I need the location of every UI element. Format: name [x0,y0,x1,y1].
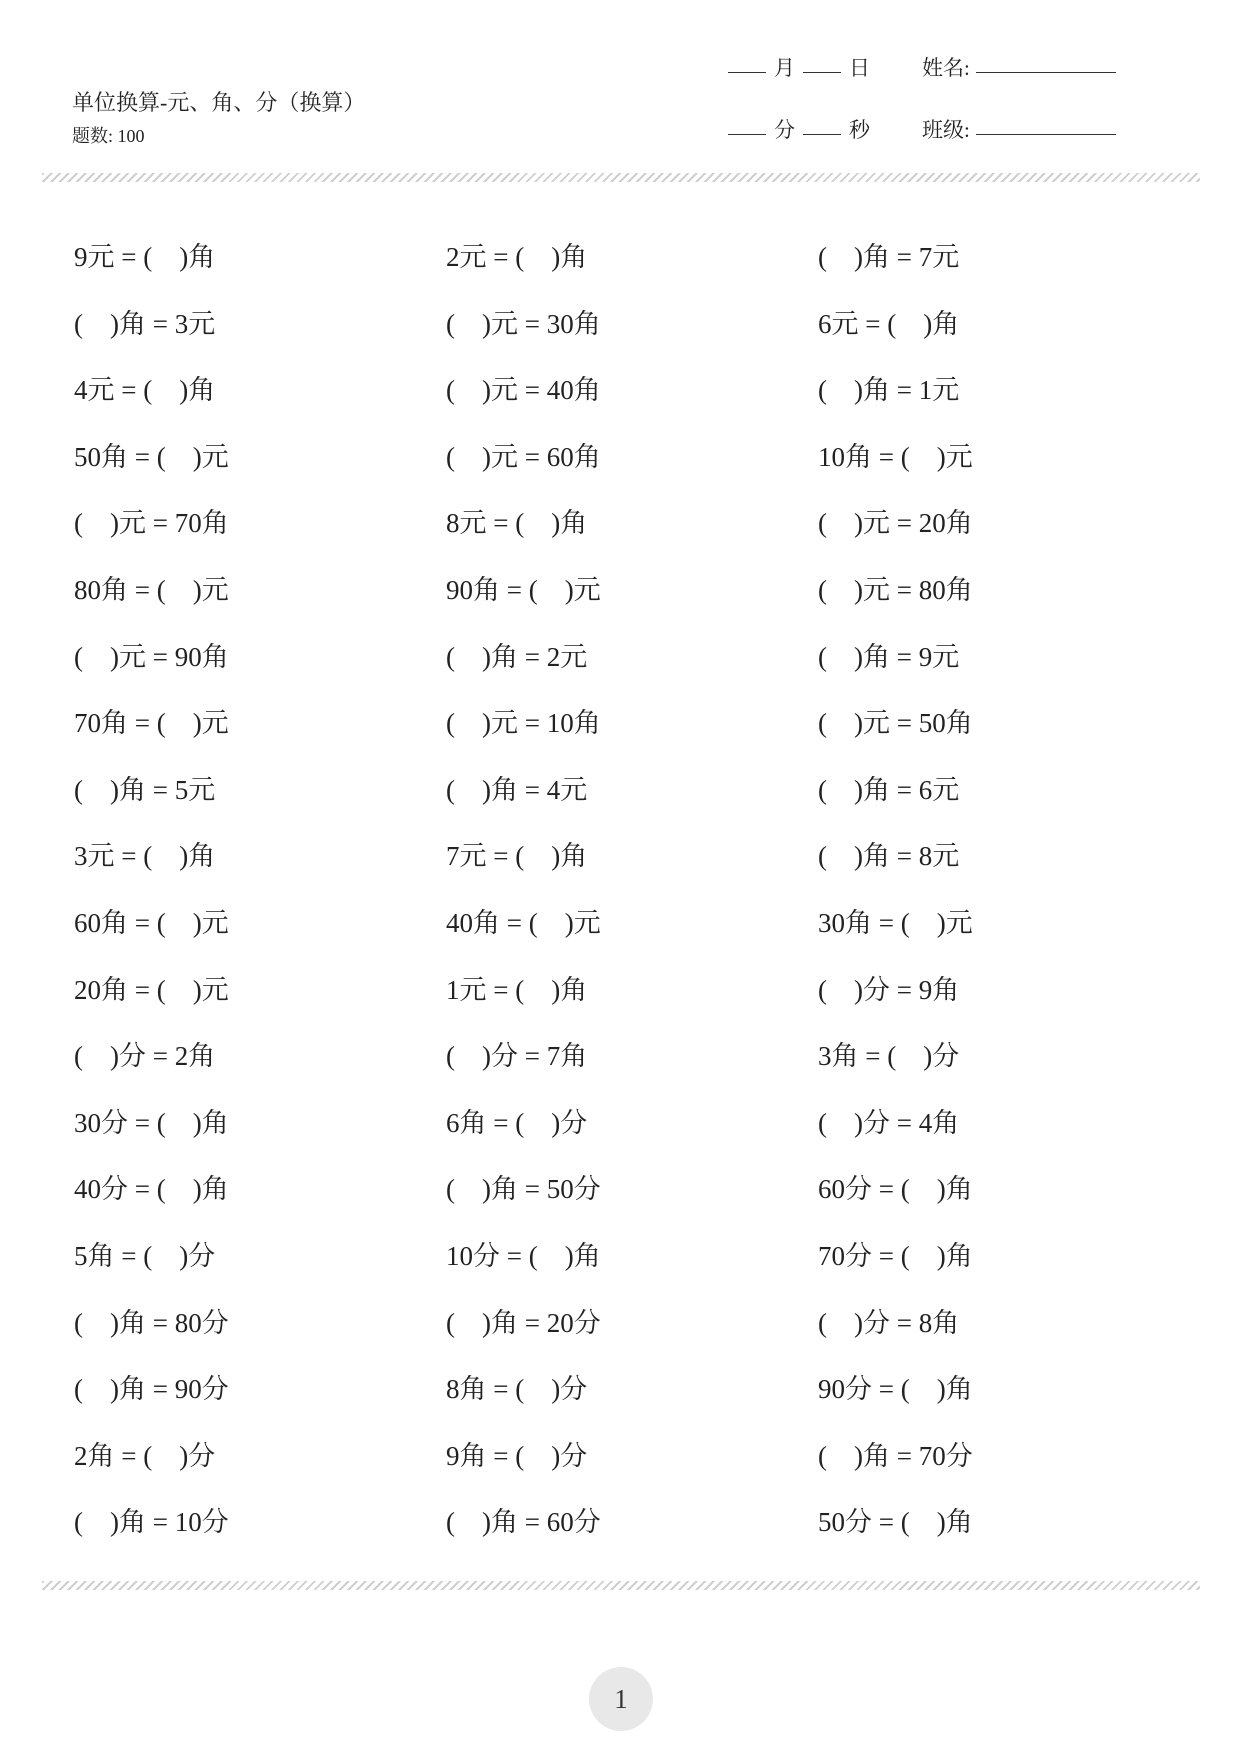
problem-item: ( )角 = 60分 [446,1507,601,1538]
problem-item: ( )元 = 30角 [446,308,601,339]
problem-row [74,570,1194,637]
problem-row [74,1103,1194,1170]
class-label: 班级: [922,118,970,142]
problem-item: ( )元 = 70角 [74,508,229,539]
problem-item: 5角 = ( )分 [74,1240,216,1271]
problem-row [74,836,1194,903]
problem-grid [74,237,1194,1569]
problem-item: ( )角 = 3元 [74,308,216,339]
problem-item: ( )角 = 4元 [446,774,588,805]
problem-item: 40分 = ( )角 [74,1174,229,1205]
problem-item: ( )角 = 8元 [818,841,960,872]
problem-item: 50分 = ( )角 [818,1507,973,1538]
problem-item: ( )分 = 4角 [818,1107,960,1138]
problem-item: 30角 = ( )元 [818,907,973,938]
problem-item: 3角 = ( )分 [818,1041,960,1072]
problem-item: ( )元 = 40角 [446,375,601,406]
problem-item: ( )角 = 6元 [818,774,960,805]
problem-item: 60角 = ( )元 [74,907,229,938]
problem-item: 9元 = ( )角 [74,242,216,272]
worksheet-title: 单位换算-元、角、分（换算） [72,90,366,115]
worksheet-header [0,0,1240,180]
problem-item: 20角 = ( )元 [74,974,229,1005]
day-blank[interactable] [803,71,841,73]
problem-row [74,970,1194,1037]
problem-row [74,770,1194,837]
problem-item: 10角 = ( )元 [818,441,973,472]
problem-row [74,370,1194,437]
page-number: 1 [589,1667,653,1731]
problem-row [74,1036,1194,1103]
second-blank[interactable] [803,133,841,135]
problem-item: 90角 = ( )元 [446,574,601,605]
problem-item: ( )角 = 1元 [818,375,960,406]
problem-item: ( )角 = 10分 [74,1507,229,1538]
name-blank[interactable] [976,71,1116,73]
second-label: 秒 [849,118,870,142]
problem-item: ( )角 = 90分 [74,1374,229,1405]
problem-item: 2角 = ( )分 [74,1440,216,1471]
problem-row [74,1303,1194,1370]
problem-item: ( )角 = 50分 [446,1174,601,1205]
problem-item: 8角 = ( )分 [446,1374,588,1405]
time-class-row [728,114,1116,144]
problem-item: 4元 = ( )角 [74,375,216,406]
problem-item: 6角 = ( )分 [446,1107,588,1138]
problem-item: 7元 = ( )角 [446,841,588,872]
problem-item: 60分 = ( )角 [818,1174,973,1205]
problem-row [74,703,1194,770]
problem-item: ( )元 = 50角 [818,708,973,739]
problem-row [74,903,1194,970]
problem-item: ( )分 = 7角 [446,1041,588,1072]
day-label: 日 [849,56,870,80]
problem-row [74,1436,1194,1503]
problem-item: ( )角 = 7元 [818,242,960,272]
problem-row [74,1502,1194,1569]
problem-item: 3元 = ( )角 [74,841,216,872]
problem-row [74,237,1194,304]
problem-item: 2元 = ( )角 [446,242,588,272]
problem-item: 70分 = ( )角 [818,1240,973,1271]
problem-count: 题数: 100 [72,126,145,146]
problem-row [74,1369,1194,1436]
problem-item: ( )元 = 20角 [818,508,973,539]
problem-item: 70角 = ( )元 [74,708,229,739]
problem-item: ( )分 = 8角 [818,1307,960,1338]
problem-item: ( )角 = 5元 [74,774,216,805]
problem-item: 9角 = ( )分 [446,1440,588,1471]
problem-item: ( )元 = 90角 [74,641,229,672]
problem-row [74,304,1194,371]
problem-row [74,503,1194,570]
problem-row [74,437,1194,504]
problem-item: 1元 = ( )角 [446,974,588,1005]
problem-item: ( )角 = 70分 [818,1440,973,1471]
date-name-row [728,52,1116,82]
month-label: 月 [774,56,795,80]
top-divider [42,173,1200,182]
problem-item: ( )分 = 9角 [818,974,960,1005]
problem-item: 90分 = ( )角 [818,1374,973,1405]
problem-row [74,1236,1194,1303]
month-blank[interactable] [728,71,766,73]
minute-label: 分 [774,118,795,142]
problem-item: ( )角 = 2元 [446,641,588,672]
problem-item: ( )角 = 9元 [818,641,960,672]
problem-item: ( )元 = 80角 [818,574,973,605]
problem-item: 10分 = ( )角 [446,1240,601,1271]
problem-item: 30分 = ( )角 [74,1107,229,1138]
problem-item: 50角 = ( )元 [74,441,229,472]
class-blank[interactable] [976,133,1116,135]
problem-item: 6元 = ( )角 [818,308,960,339]
minute-blank[interactable] [728,133,766,135]
name-label: 姓名: [922,56,970,80]
problem-item: ( )角 = 20分 [446,1307,601,1338]
problem-item: ( )角 = 80分 [74,1307,229,1338]
problem-row [74,1169,1194,1236]
problem-item: ( )分 = 2角 [74,1041,216,1072]
problem-item: ( )元 = 60角 [446,441,601,472]
problem-item: 8元 = ( )角 [446,508,588,539]
problem-item: 80角 = ( )元 [74,574,229,605]
problem-row [74,637,1194,704]
problem-item: ( )元 = 10角 [446,708,601,739]
problem-item: 40角 = ( )元 [446,907,601,938]
bottom-divider [42,1581,1200,1590]
